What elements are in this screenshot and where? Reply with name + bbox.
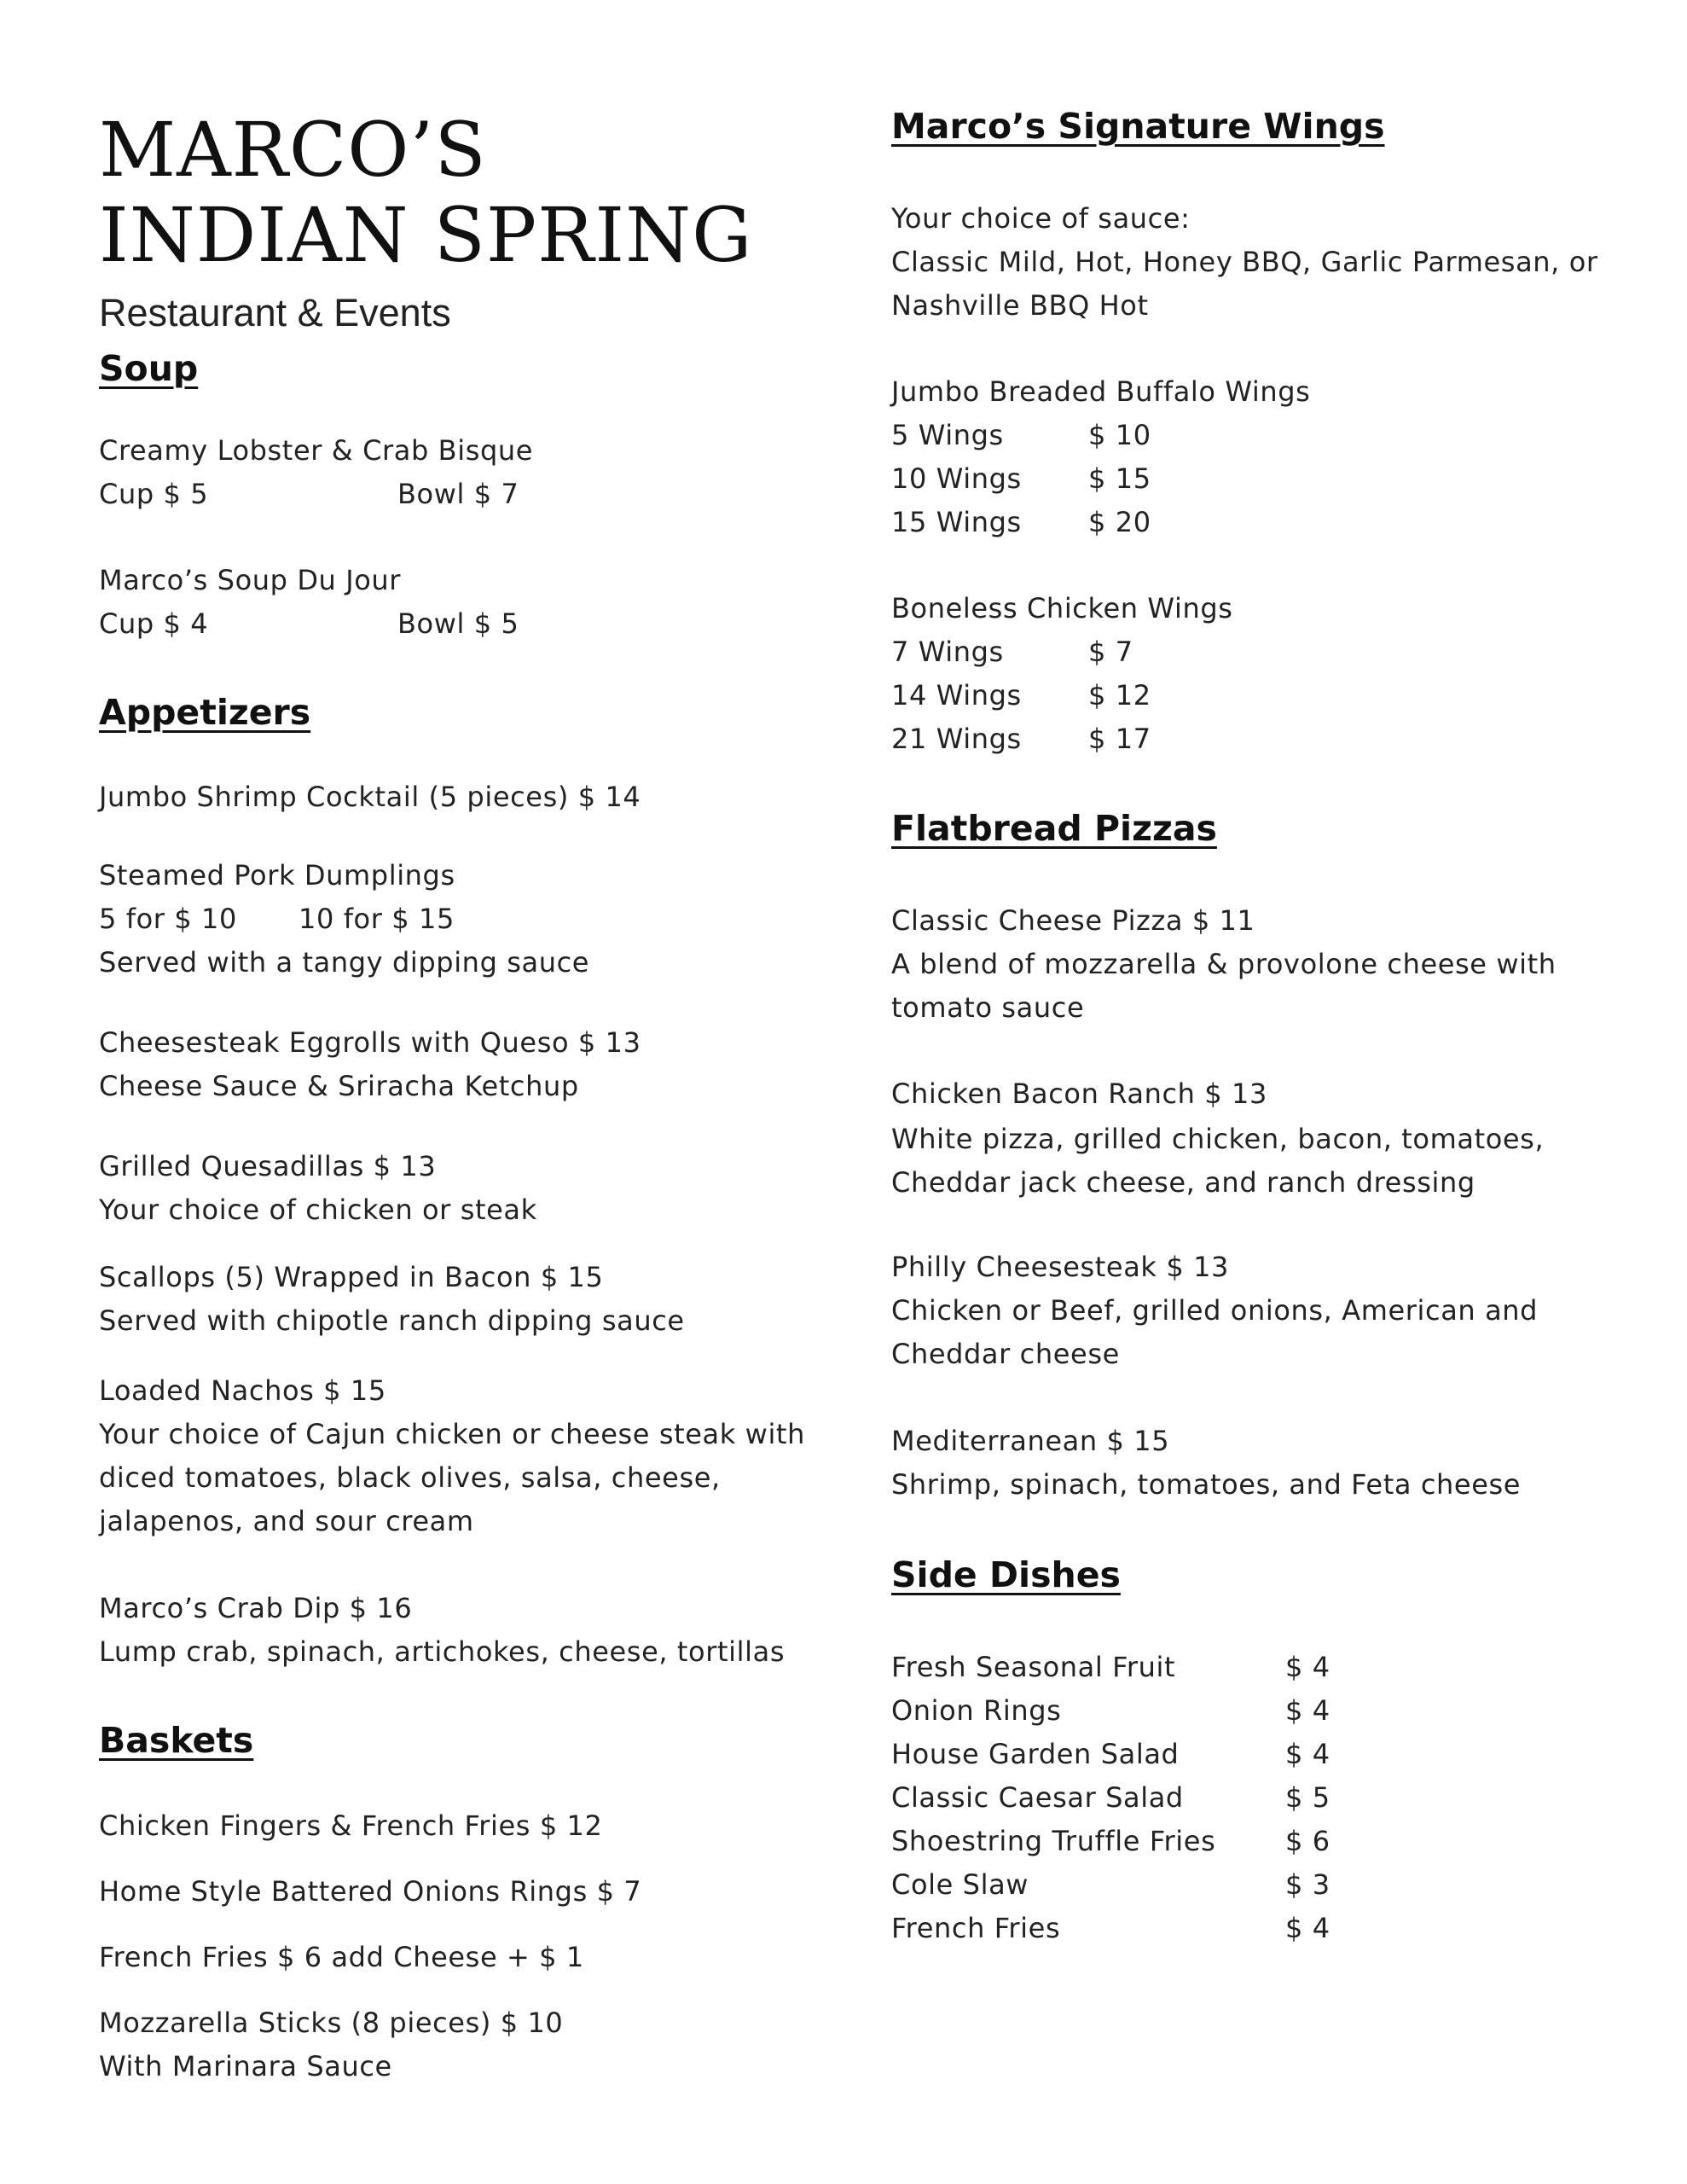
jumbo-wings-title: Jumbo Breaded Buffalo Wings [891,375,1311,408]
pizza-name: Chicken Bacon Ranch $ 13 [891,1077,1267,1110]
restaurant-name-line2: INDIAN SPRING [99,191,753,279]
appetizer-nachos-name: Loaded Nachos $ 15 [99,1374,386,1407]
wings-price: $ 7 [1088,636,1133,668]
side-item-name: Onion Rings [891,1694,1062,1727]
side-item-price: $ 5 [1285,1781,1330,1814]
wings-price: $ 12 [1088,679,1151,712]
basket-item: Chicken Fingers & French Fries $ 12 [99,1809,603,1842]
side-item [891,1738,1330,1770]
side-item-name: French Fries [891,1912,1061,1944]
appetizer-quesadillas-name: Grilled Quesadillas $ 13 [99,1150,437,1182]
wings-price-row [891,462,1151,495]
basket-item: Home Style Battered Onions Rings $ 7 [99,1875,642,1908]
side-item [891,1868,1330,1901]
side-item-name: Classic Caesar Salad [891,1781,1184,1814]
side-item-price: $ 6 [1285,1825,1330,1857]
appetizer-nachos-desc: Your choice of Cajun chicken or cheese steak with [99,1418,805,1450]
pizza-name: Mediterranean $ 15 [891,1425,1170,1457]
wings-heading: Marco’s Signature Wings [891,106,1385,147]
side-item [891,1912,1330,1944]
pizza-desc: White pizza, grilled chicken, bacon, tomatoes, [891,1123,1545,1155]
boneless-wings-title: Boneless Chicken Wings [891,592,1233,624]
soup-heading: Soup [99,348,199,389]
soup-item-name: Creamy Lobster & Crab Bisque [99,434,534,467]
wings-price: $ 20 [1088,506,1151,538]
side-item-name: House Garden Salad [891,1738,1180,1770]
basket-item: French Fries $ 6 add Cheese + $ 1 [99,1941,584,1973]
soup-item-prices [99,478,519,510]
soup-cup-price: Cup $ 5 [99,478,209,510]
soup-cup-price: Cup $ 4 [99,607,209,640]
side-item [891,1825,1330,1857]
pizzas-heading: Flatbread Pizzas [891,808,1217,849]
sides-heading: Side Dishes [891,1554,1121,1595]
wings-price-row [891,679,1151,712]
pizza-desc: tomato sauce [891,991,1085,1024]
appetizer-nachos-desc: jalapenos, and sour cream [99,1505,474,1537]
side-item-name: Shoestring Truffle Fries [891,1825,1216,1857]
side-item-price: $ 4 [1285,1912,1330,1944]
appetizer-crabdip-name: Marco’s Crab Dip $ 16 [99,1592,413,1624]
side-item-name: Fresh Seasonal Fruit [891,1651,1176,1683]
appetizer-dumplings-name: Steamed Pork Dumplings [99,859,455,892]
side-item [891,1781,1330,1814]
pizza-desc: Cheddar jack cheese, and ranch dressing [891,1166,1475,1199]
appetizer-scallops-name: Scallops (5) Wrapped in Bacon $ 15 [99,1261,604,1293]
wings-price: $ 17 [1088,723,1151,755]
dumplings-option-large: 10 for $ 15 [299,903,455,935]
appetizer-eggrolls-note: Cheese Sauce & Sriracha Ketchup [99,1070,579,1102]
side-item-price: $ 3 [1285,1868,1330,1901]
appetizer-crabdip-note: Lump crab, spinach, artichokes, cheese, tortillas [99,1635,786,1668]
appetizer-quesadillas-note: Your choice of chicken or steak [99,1194,537,1226]
wings-price-row [891,506,1151,538]
appetizer-nachos-desc: diced tomatoes, black olives, salsa, cheese, [99,1461,721,1494]
wings-qty: 5 Wings [891,419,1004,451]
wings-price-row [891,636,1133,668]
wings-qty: 14 Wings [891,679,1022,712]
wings-price-row [891,723,1151,755]
appetizers-heading: Appetizers [99,692,311,733]
basket-item-note: With Marinara Sauce [99,2050,392,2082]
pizza-desc: A blend of mozzarella & provolone cheese with [891,948,1557,980]
wings-qty: 10 Wings [891,462,1022,495]
soup-item-prices [99,607,519,640]
side-item [891,1651,1330,1683]
appetizer-dumplings-options [99,903,455,935]
side-item [891,1694,1330,1727]
wings-sauce-options: Nashville BBQ Hot [891,289,1149,322]
wings-price: $ 10 [1088,419,1151,451]
appetizer-shrimp: Jumbo Shrimp Cocktail (5 pieces) $ 14 [99,781,641,813]
pizza-desc: Shrimp, spinach, tomatoes, and Feta cheese [891,1468,1522,1501]
pizza-desc: Chicken or Beef, grilled onions, American and [891,1294,1539,1327]
side-item-name: Cole Slaw [891,1868,1029,1901]
side-item-price: $ 4 [1285,1694,1330,1727]
appetizer-scallops-note: Served with chipotle ranch dipping sauce [99,1304,685,1337]
wings-price-row [891,419,1151,451]
wings-qty: 7 Wings [891,636,1004,668]
side-item-price: $ 4 [1285,1738,1330,1770]
wings-qty: 21 Wings [891,723,1022,755]
pizza-name: Classic Cheese Pizza $ 11 [891,904,1255,937]
appetizer-eggrolls-name: Cheesesteak Eggrolls with Queso $ 13 [99,1026,641,1059]
pizza-desc: Cheddar cheese [891,1338,1120,1370]
soup-bowl-price: Bowl $ 7 [397,478,519,510]
wings-sauce-options: Classic Mild, Hot, Honey BBQ, Garlic Parmesan, or [891,246,1598,278]
wings-sauce-label: Your choice of sauce: [891,202,1191,235]
soup-item-name: Marco’s Soup Du Jour [99,564,402,596]
restaurant-subtitle: Restaurant & Events [99,291,451,334]
appetizer-dumplings-note: Served with a tangy dipping sauce [99,946,590,979]
baskets-heading: Baskets [99,1720,254,1761]
wings-price: $ 15 [1088,462,1151,495]
pizza-name: Philly Cheesesteak $ 13 [891,1251,1229,1283]
wings-qty: 15 Wings [891,506,1022,538]
side-item-price: $ 4 [1285,1651,1330,1683]
dumplings-option-small: 5 for $ 10 [99,903,237,935]
soup-bowl-price: Bowl $ 5 [397,607,519,640]
restaurant-name-line1: MARCO’S [99,106,487,194]
basket-item: Mozzarella Sticks (8 pieces) $ 10 [99,2007,564,2039]
